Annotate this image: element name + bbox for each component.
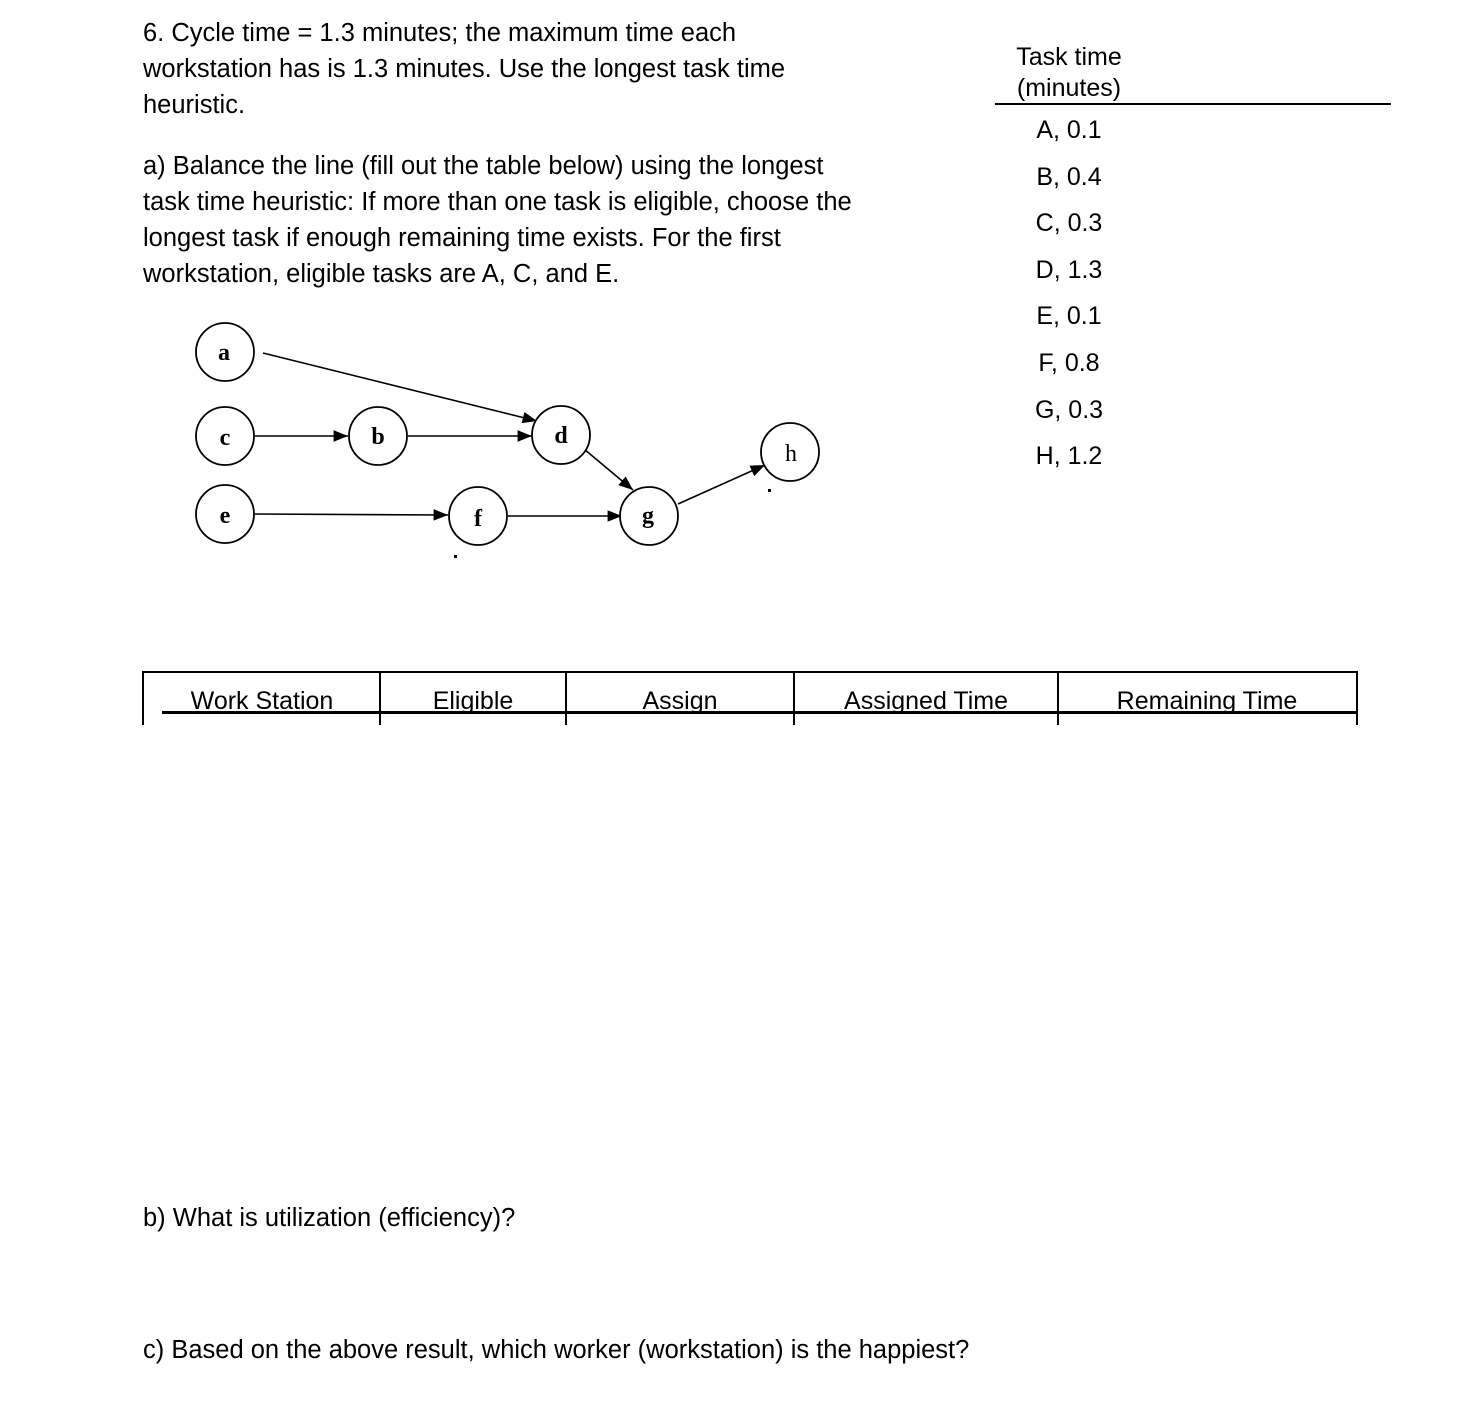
part-a-line: a) Balance the line (fill out the table below) using the longest	[143, 152, 824, 180]
question-6-line: heuristic.	[143, 91, 246, 119]
column-header-eligible: Eligible	[432, 687, 514, 715]
precedence-diagram	[0, 0, 900, 600]
task-time-table	[995, 42, 1391, 471]
task-time-header	[995, 42, 1143, 104]
task-time-list	[995, 114, 1143, 487]
part-c-question: c) Based on the above result, which worker (workstation) is the happiest?	[143, 1336, 970, 1364]
task-time-item: C, 0.3	[1035, 209, 1103, 238]
part-b-question: b) What is utilization (efficiency)?	[143, 1204, 516, 1232]
part-a-line: workstation, eligible tasks are A, C, and E.	[143, 260, 620, 288]
column-header-work-station: Work Station	[190, 687, 334, 715]
diagram-dot	[454, 555, 457, 558]
question-6-line: 6. Cycle time = 1.3 minutes; the maximum time each	[143, 19, 737, 47]
task-time-rule	[995, 103, 1391, 105]
task-time-item: B, 0.4	[1036, 162, 1102, 191]
edge-g-h	[678, 465, 765, 504]
task-time-header-line: (minutes)	[1016, 74, 1122, 102]
node-d-label: d	[554, 423, 568, 449]
column-header-assigned-time: Assigned Time	[844, 687, 1008, 715]
node-e-label: e	[219, 503, 231, 529]
node-a-label: a	[218, 340, 230, 366]
task-time-item: E, 0.1	[1036, 302, 1102, 331]
column-header-assign: Assign	[642, 687, 718, 715]
node-h-label: h	[785, 441, 797, 467]
diagram-dot	[768, 489, 771, 492]
edge-d-g	[584, 449, 633, 490]
task-time-item: A, 0.1	[1036, 116, 1102, 144]
question-6-line: workstation has is 1.3 minutes. Use the longest task time	[143, 55, 786, 83]
task-time-item: D, 1.3	[1035, 255, 1103, 284]
workstation-table	[142, 671, 1358, 725]
node-f-label: f	[474, 506, 482, 532]
column-header-remaining-time: Remaining Time	[1116, 687, 1298, 715]
part-a-line: longest task if enough remaining time exists. For the first	[143, 224, 781, 252]
node-g-label: g	[642, 503, 654, 529]
node-c-label: c	[219, 425, 231, 451]
task-time-item: G, 0.3	[1034, 395, 1104, 424]
part-a-line: task time heuristic: If more than one task is eligible, choose the	[143, 188, 852, 216]
task-time-item: F, 0.8	[1038, 348, 1100, 377]
task-time-header-line: Task time	[1016, 43, 1122, 71]
node-b-label: b	[371, 424, 385, 450]
edge-a-d	[263, 353, 537, 421]
edge-e-f	[255, 514, 448, 515]
task-time-item: H, 1.2	[1035, 442, 1103, 471]
